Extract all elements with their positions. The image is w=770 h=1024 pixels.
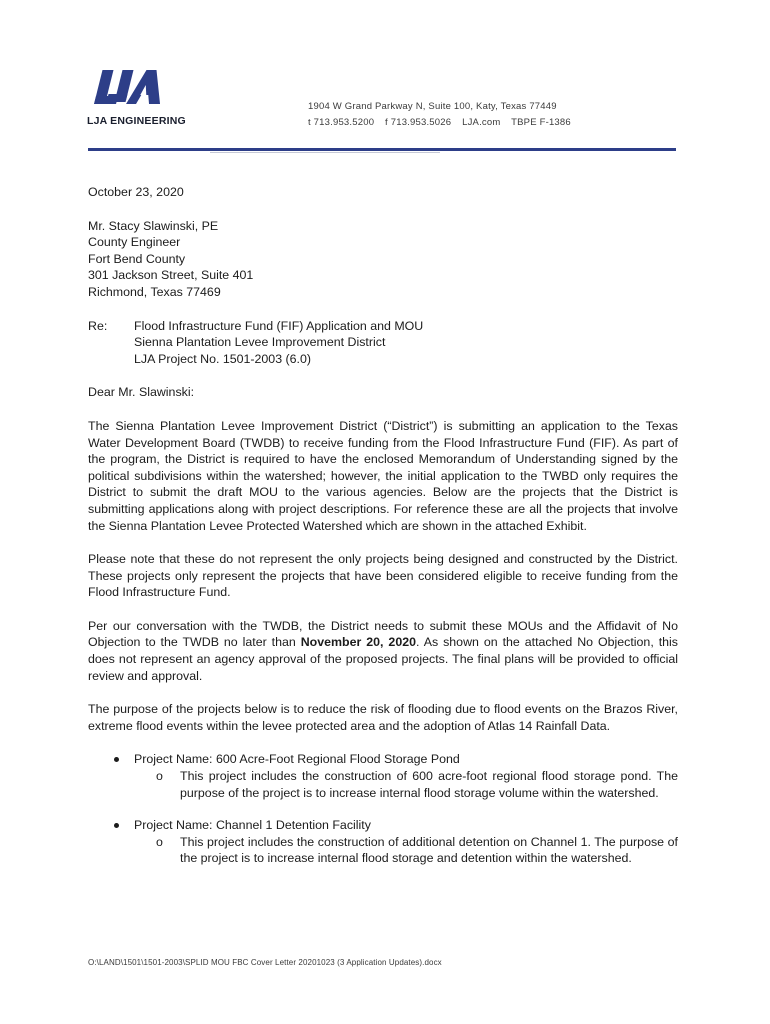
phone: t 713.953.5200 [308, 117, 375, 128]
bullet-icon [114, 757, 119, 762]
letterhead-divider [88, 148, 676, 151]
company-name: LJA ENGINEERING [87, 115, 186, 127]
paragraph-4: The purpose of the projects below is to reduce the risk of flooding due to flood events on the Brazos River, extreme flood events within the levee protected area and the adoption of Atlas 14 Rainfall Data. [88, 702, 678, 733]
paragraph-3 [88, 618, 678, 684]
recipient-block [88, 218, 678, 301]
subject-line-1: Flood Infrastructure Fund (FIF) Application and MOU [134, 318, 424, 333]
website: LJA.com [462, 117, 501, 128]
paragraph-1: The Sienna Plantation Levee Improvement District (“District”) is submitting an application to the Texas Water Development Board (TWDB) to receive funding from the Flood Infrastructure Fund (FIF). As part of the program, the District is required to have the enclosed Memorandum of Understanding signed by the political subdivisions within the watershed; however, the initial application to the TWBD only requires the District to submit the draft MOU to the various agencies. Below are the projects that the District is submitting applications along with project descriptions. For reference these are all the projects that involve the Sienna Plantation Levee Protected Watershed which are shown in the attached Exhibit. [88, 418, 678, 533]
address-line: 1904 W Grand Parkway N, Suite 100, Katy, Texas 77449 [308, 101, 557, 112]
recipient-title: County Engineer [88, 235, 181, 250]
project-list [88, 751, 678, 867]
letter-body [88, 184, 678, 883]
subject-line-3: LJA Project No. 1501-2003 (6.0) [134, 351, 312, 366]
recipient-org: Fort Bend County [88, 251, 186, 266]
project-description-text: This project includes the construction of additional detention on Channel 1. The purpose of the project is to increase internal flood storage and detention within the watershed. [180, 834, 678, 866]
paragraph-3-text-a: Per our conversation with the TWDB, the District needs to submit these MOUs and the Affidavit of No Objection to the TWDB no later than [88, 618, 678, 650]
contact-line [308, 115, 579, 131]
subject-line-2: Sienna Plantation Levee Improvement District [134, 335, 386, 350]
letterhead-divider-shadow [210, 152, 440, 153]
lja-logo-mark [87, 68, 179, 114]
letter-date: October 23, 2020 [88, 185, 184, 199]
letterhead-address-block [308, 99, 579, 131]
sub-bullet-icon: o [156, 834, 163, 849]
file-path-footer: O:\LAND\1501\1501-2003\SPLID MOU FBC Cover Letter 20201023 (3 Application Updates).docx [88, 958, 442, 967]
bullet-icon [114, 823, 119, 828]
recipient-street: 301 Jackson Street, Suite 401 [88, 268, 254, 283]
fax: f 713.953.5026 [385, 117, 452, 128]
project-name: Project Name: Channel 1 Detention Facility [134, 818, 371, 833]
recipient-name: Mr. Stacy Slawinski, PE [88, 218, 219, 233]
project-description [134, 768, 678, 801]
lja-logo [87, 68, 197, 114]
recipient-city: Richmond, Texas 77469 [88, 284, 221, 299]
project-description [134, 834, 678, 867]
project-item [88, 751, 678, 801]
project-item [88, 817, 678, 867]
deadline-date: November 20, 2020 [300, 635, 416, 650]
salutation: Dear Mr. Slawinski: [88, 385, 195, 400]
project-name: Project Name: 600 Acre-Foot Regional Flood Storage Pond [134, 752, 460, 767]
subject-label: Re: [88, 318, 108, 333]
subject-block [88, 318, 678, 368]
sub-bullet-icon: o [156, 769, 163, 784]
project-description-text: This project includes the construction of 600 acre-foot regional flood storage pond. The purpose of the project is to increase internal flood storage volume within the watershed. [180, 769, 678, 800]
license: TBPE F-1386 [511, 117, 571, 128]
paragraph-2: Please note that these do not represent the only projects being designed and constructed by the District. These projects only represent the projects that have been considered eligible to receive funding from the Flood Infrastructure Fund. [88, 552, 678, 600]
paragraph-3-text-b: . As shown on the attached No Objection, this does not represent an agency approval of the proposed projects. The final plans will be provided to official review and approval. [88, 635, 678, 683]
